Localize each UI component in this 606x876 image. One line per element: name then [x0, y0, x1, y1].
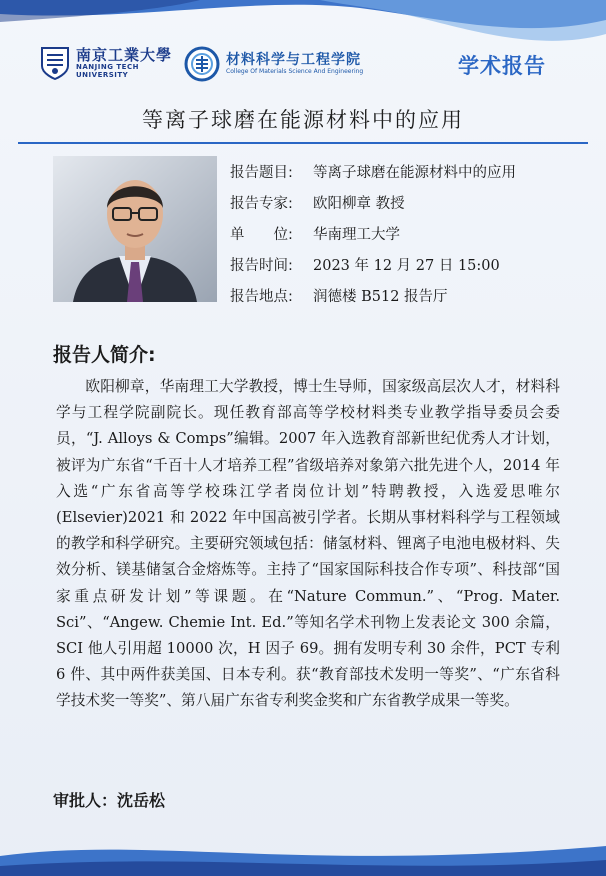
university-name-en-1: NANJING TECH — [76, 63, 139, 71]
speaker-label: 报告专家: — [230, 196, 293, 212]
speaker-portrait-icon — [53, 156, 217, 302]
school-logo — [184, 46, 363, 82]
academic-report-tag: 学术报告 — [458, 54, 546, 78]
place-value: 润德楼 B512 报告厅 — [313, 289, 448, 305]
bio-text: 欧阳柳章，华南理工大学教授，博士生导师，国家级高层次人才，材料科学与工程学院副院长。现任教育部高等学校材料类专业教学指导委员会委员，“J. Alloys & Comps”编辑。2007 年入选教育部新世纪优秀人才计划，被评为广东省“千百十人才培养工程”省级培养对象第六批先进个人，2014 年入选“广东省高等学校珠江学者岗位计划”特聘教授，入选爱思唯尔 (Elsevier)2021 和 2022 年中国高被引学者。长期从事材料科学与工程领域的教学和科学研究。主要研究领域包括：储氢材料、锂离子电池电极材料、失效分析、镁基储氢合金熔炼等。主持了“国家国际科技合作专项”、科技部“国家重点研发计划”等课题。在“Nature Commun.”、“Prog. Mater. Sci”、“Angew. Chemie Int. Ed.”等知名学术刊物上发表论文 300 余篇，SCI 他人引用超 10000 次，H 因子 69。拥有发明专利 30 余件，PCT 专利 6 件、其中两件获美国、日本专利。获“教育部技术发明一等奖”、“广东省科学技术奖一等奖”、第八届广东省专利奖金奖和广东省教学成果一等奖。 — [56, 378, 560, 710]
approver: 审批人：沈岳松 — [53, 791, 166, 810]
place-label: 报告地点: — [230, 289, 293, 305]
bottom-wave-decoration — [0, 816, 606, 876]
bio-heading: 报告人简介: — [53, 344, 156, 366]
time-value: 2023 年 12 月 27 日 15:00 — [313, 258, 500, 274]
speaker-photo — [53, 156, 217, 302]
page-title: 等离子球磨在能源材料中的应用 — [142, 108, 464, 132]
school-emblem-icon — [184, 46, 220, 82]
topic-label: 报告题目: — [230, 165, 293, 181]
info-row-speaker — [230, 189, 516, 220]
university-seal-icon — [40, 46, 70, 80]
university-name-en-2: UNIVERSITY — [76, 71, 129, 79]
school-name-cn: 材料科学与工程学院 — [226, 52, 361, 68]
info-row-time — [230, 251, 516, 282]
time-label: 报告时间: — [230, 258, 293, 274]
topic-value: 等离子球磨在能源材料中的应用 — [313, 165, 516, 181]
report-info — [230, 158, 516, 313]
unit-value: 华南理工大学 — [313, 227, 400, 243]
speaker-value: 欧阳柳章 教授 — [313, 196, 405, 212]
info-row-unit — [230, 220, 516, 251]
university-name-cn: 南京工業大學 — [76, 46, 173, 64]
info-row-place — [230, 282, 516, 313]
university-logo — [40, 46, 172, 80]
title-divider — [18, 142, 588, 144]
unit-label: 单 位: — [230, 227, 293, 243]
info-row-topic — [230, 158, 516, 189]
school-name-en: College Of Materials Science And Engineering — [226, 68, 364, 75]
